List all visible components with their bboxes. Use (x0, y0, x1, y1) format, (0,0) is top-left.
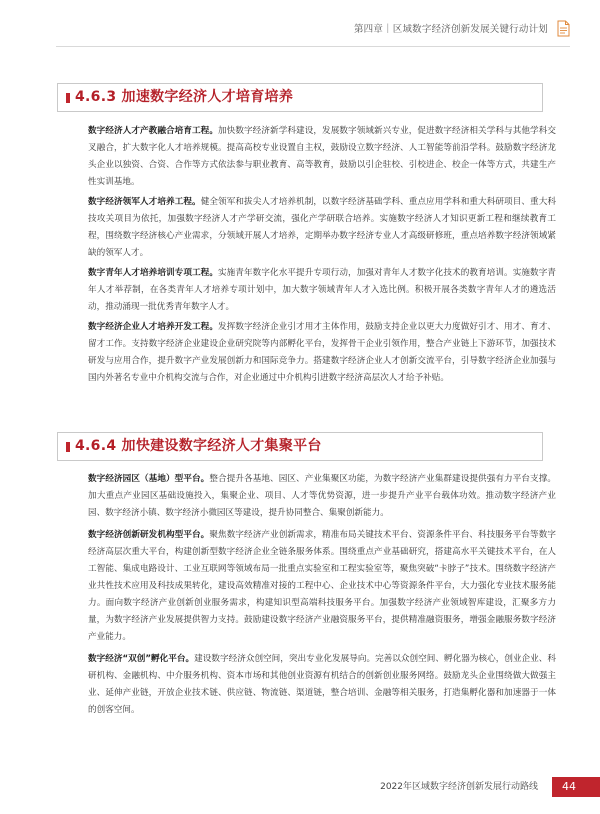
section-title: 4.6.3 加速数字经济人才培育培养 (75, 89, 294, 105)
page-number-tab (552, 777, 600, 797)
heading-marker (66, 93, 70, 103)
paragraph (88, 123, 556, 191)
section-heading-4-6-4 (57, 432, 543, 461)
paragraph-lead: 数字经济人才产教融合培育工程。 (88, 126, 219, 136)
paragraph-body: 实施青年数字化水平提升专项行动，加强对青年人才数字化技术的教育培训。实施数字青年人才举荐制，在各类青年人才培养专项计划中，加大数字领域青年人才入选比例。积极开展各类数字青年人才的遴选活动，推动涌现一批优秀青年数字人才。 (88, 268, 556, 312)
paragraph-lead: 数字经济企业人才培养开发工程。 (88, 322, 219, 332)
paragraph-lead: 数字经济“双创”孵化平台。 (88, 654, 195, 664)
paragraph (88, 527, 556, 646)
paragraph-lead: 数字经济创新研发机构型平台。 (88, 530, 210, 540)
section-title: 4.6.4 加快建设数字经济人才集聚平台 (75, 438, 322, 454)
section-heading-4-6-3 (57, 83, 543, 112)
paragraph-body: 加快数字经济新学科建设，发展数字领域新兴专业，促进数字经济相关学科与其他学科交叉融合，扩大数字化人才培养规模。提高高校专业设置自主权，鼓励设立数字经济、人工智能等前沿学科。鼓励数字经济龙头企业以独资、合资、合作等方式依法参与职业教育、高等教育，鼓励以引企驻校、引校进企、校企一体等方式，共建生产性实训基地。 (88, 126, 556, 187)
page-number: 44 (562, 780, 576, 793)
paragraph-body: 健全领军和拔尖人才培养机制，以数字经济基础学科、重点应用学科和重大科研项目、重大科技攻关项目为依托，加强数字经济人才产学研交流，强化产学研联合培养。实施数字经济人才知识更新工程和继续教育工程，围绕数字经济核心产业需求，分领域开展人才培养，定期举办数字经济专业人才高级研修班，重点培养数字经济领域紧缺的领军人才。 (88, 197, 556, 258)
paragraph-lead: 数字青年人才培养培训专项工程。 (88, 268, 219, 278)
heading-marker (66, 442, 70, 452)
paragraph (88, 651, 556, 719)
paragraph-body: 建设数字经济众创空间，突出专业化发展导向。完善以众创空间、孵化器为核心，创业企业、科研机构、金融机构、中介服务机构、资本市场和其他创业资源有机结合的创新创业服务网络。鼓励龙头企业围绕做大做强主业、延伸产业链，开放企业技术链、供应链、物流链、渠道链，整合培训、金融等相关服务，打造集孵化器和加速器于一体的创客空间。 (88, 654, 556, 715)
paragraph (88, 471, 556, 522)
paragraph (88, 319, 556, 387)
paragraph (88, 265, 556, 316)
paragraph-body: 整合提升各基地、园区、产业集聚区功能，为数字经济产业集群建设提供强有力平台支撑。加大重点产业园区基础设施投入，集聚企业、项目、人才等优势资源，进一步提升产业平台载体功效。推动数字经济产业园、数字经济小镇、数字经济小微园区等建设，提升协同整合、集聚创新能力。 (88, 474, 556, 518)
paragraph-lead: 数字经济园区（基地）型平台。 (88, 474, 210, 484)
paragraph (88, 194, 556, 262)
running-header: 第四章｜区域数字经济创新发展关键行动计划 (353, 24, 548, 35)
paragraph-body: 发挥数字经济企业引才用才主体作用，鼓励支持企业以更大力度做好引才、用才、育才、留才工作。支持数字经济企业建设企业研究院等内部孵化平台，发挥骨干企业引领作用，整合产业链上下游环节，加强技术研发与应用合作，提升数字产业发展创新力和国际竞争力。搭建数字经济企业人才创新交流平台，引导数字经济企业加强与国内外著名专业中介机构交流与合作，对企业通过中介机构引进数字经济高层次人才给予补贴。 (88, 322, 556, 383)
paragraph-lead: 数字经济领军人才培养工程。 (88, 197, 201, 207)
header-divider (56, 46, 570, 47)
document-page-icon (557, 20, 570, 37)
footer-report-title: 2022年区域数字经济创新发展行动路线 (380, 782, 538, 792)
paragraph-body: 聚焦数字经济产业创新需求，精准布局关键技术平台、资源条件平台、科技服务平台等数字经济高层次重大平台，构建创新型数字经济企业全链条服务体系。围绕重点产业基础研究，搭建高水平关键技术平台，在人工智能、集成电路设计、工业互联网等领域布局一批重点实验室和工程实验室等，聚焦突破“卡脖子”技术。围绕数字经济产业共性技术应用及科技成果转化，建设高效精准对接的工程中心、企业技术中心等资源条件平台，大力强化专业技术服务能力。面向数字经济产业创新创业服务需求，构建知识型高端科技服务平台。加强数字经济产业领域智库建设，汇聚多方力量，为数字经济产业发展提供智力支持。鼓励建设数字经济产业融资服务平台，提供精准融资服务，增强金融服务数字经济产业能力。 (88, 530, 556, 642)
